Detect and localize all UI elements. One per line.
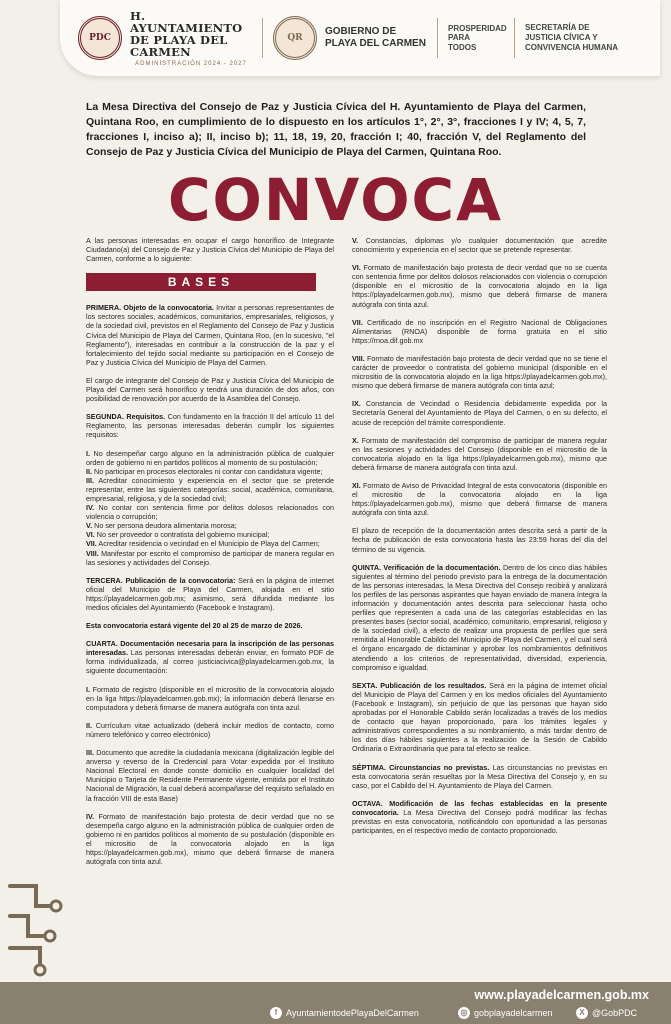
tercera-text: Será en la página de internet oficial del Municipio de Playa del Carmen, alojada en el sitio https://playadelcarmen.gob.mx; asimismo, será difundida mediante los medios oficiales del Ayuntamiento (Facebook e Instagram). <box>86 575 334 612</box>
divider <box>437 18 438 58</box>
left-column <box>86 236 334 866</box>
x-icon: X <box>576 1007 588 1019</box>
req-text: Acreditar residencia o vecindad en el Municipio de Playa del Carmen; <box>96 539 320 549</box>
cuarta-clause <box>86 639 334 675</box>
vigencia-text: Esta convocatoria estará vigente del 20 al 25 de marzo de 2026. <box>86 621 303 631</box>
document-item <box>86 685 334 712</box>
octava-clause <box>352 799 607 835</box>
cuarta-heading: CUARTA. Documentación necesaria para la inscripción de las personas interesadas. <box>86 639 334 658</box>
doc-number: V. <box>352 236 359 245</box>
facebook-link[interactable] <box>270 1007 419 1019</box>
requirements-list <box>86 449 334 567</box>
doc-text: Constancias, diplomas y/o cualquier documentación que acredite conocimiento y experiencia en el sector que se pretende representar. <box>352 236 607 255</box>
cargo-paragraph: El cargo de integrante del Consejo de Paz y Justicia Cívica del Municipio de Playa del Carmen será honorífico y tendrá una duración de dos años, con posibilidad de renovación por acuerdo de la Asamblea del Consejo. <box>86 375 334 404</box>
req-number: II. <box>86 466 92 476</box>
header <box>60 0 660 76</box>
segunda-heading: SEGUNDA. Requisitos. <box>86 412 166 422</box>
req-number: VIII. <box>86 548 99 558</box>
req-number: VII. <box>86 539 97 549</box>
req-text: No ser proveedor o contratista del gobierno municipal; <box>94 530 270 540</box>
doc-number: II. <box>86 720 92 730</box>
requirement-item <box>86 476 334 503</box>
ayuntamiento-seal <box>78 16 122 60</box>
quinta-heading: QUINTA. Verificación de la documentación. <box>352 562 501 572</box>
ayto-line2: DE PLAYA DEL CARMEN <box>130 32 228 59</box>
segunda-clause <box>86 412 334 439</box>
plazo-paragraph: El plazo de recepción de la documentación antes descrita será a partir de la fecha de publicación de esta convocatoria hasta las 23:59 horas del día del término de su vigencia. <box>352 526 607 554</box>
doc-number: I. <box>86 684 90 694</box>
sexta-text: Será en la página de internet oficial del Municipio de Playa del Carmen y en los medios oficiales del Ayuntamiento (Facebook e Instagram), sin perjuicio de que las personas que hayan sido aprobadas por el Honorable Cabildo serán localizadas a través de los medios de contacto que hayan proporcionado, para los trámites legales y administrativos correspondientes a su nombramiento, a más tardar dentro de los dos días hábiles siguientes a la realización de la Sesión de Cabildo Ordinaria o Extraordinaria que para tal efecto se realice. <box>352 680 607 754</box>
document-item <box>86 721 334 739</box>
gob-line1: GOBIERNO DE <box>325 26 397 37</box>
doc-number: VI. <box>352 263 361 273</box>
doc-text: Formato de manifestación bajo protesta de decir verdad que no se desempeña cargo alguno en la administración pública de cualquier orden de gobierno ni en partidos políticos al momento de su postulación (disponible en el micrositio de la convocatoria alojado en la liga https://playadelcarmen.gob.mx), mismo que deberá firmarse de manera autógrafa con tinta azul. <box>86 811 334 867</box>
sexta-heading: SEXTA. Publicación de los resultados. <box>352 680 487 690</box>
tercera-heading: TERCERA. Publicación de la convocatoria: <box>86 575 236 585</box>
bases-banner: BASES <box>86 273 316 291</box>
x-handle: @GobPDC <box>592 1008 638 1018</box>
doc-text: Constancia de Vecindad o Residencia debidamente expedida por la Secretaría General del Ayuntamiento de Playa del Carmen, o en su defecto, el acuse de recepción del trámite correspondiente. <box>352 399 607 427</box>
gobierno-name <box>325 26 427 50</box>
state-seal <box>273 16 317 60</box>
doc-number: VII. <box>352 317 363 327</box>
document-item <box>352 354 607 390</box>
req-number: I. <box>86 448 90 458</box>
septima-clause <box>352 763 607 790</box>
doc-text: Certificado de no inscripción en el Registro Nacional de Obligaciones Alimentarias (RNOA) disponible de forma gratuita en el sitio https://rnoa.dif.gob.mx <box>352 317 607 345</box>
pros-line1: PROSPERIDAD <box>448 23 507 33</box>
req-text: No contar con sentencia firme por delitos dolosos relacionados con violencia o corrupción; <box>86 503 334 522</box>
right-column <box>352 236 607 835</box>
requirement-item <box>86 521 334 530</box>
tercera-clause <box>86 576 334 612</box>
cuarta-text: Las personas interesadas deberán enviar, en formato PDF de forma individualizada, al correo justiciacivica@playadelcarmen.gob.mx, la siguiente documentación: <box>86 648 334 676</box>
document-item <box>352 236 607 254</box>
septima-heading: SÉPTIMA. Circunstancias no previstas. <box>352 762 490 772</box>
requirement-item <box>86 467 334 476</box>
prosperidad-slogan <box>448 23 507 53</box>
doc-number: IX. <box>352 399 361 409</box>
document-item <box>86 812 334 867</box>
doc-number: X. <box>352 435 359 445</box>
req-text: No desempeñar cargo alguno en la administración pública de cualquier orden de gobierno ni en partidos políticos al momento de su postulación; <box>86 448 334 467</box>
primera-clause <box>86 303 334 367</box>
req-number: III. <box>86 475 94 485</box>
req-text: Manifestar por escrito el compromiso de participar de manera regular en las sesiones y actividades del Consejo. <box>86 548 334 567</box>
sexta-clause <box>352 681 607 754</box>
document-item <box>352 399 607 426</box>
secretaria-name <box>525 23 645 53</box>
ayuntamiento-name <box>130 10 252 67</box>
divider <box>262 18 263 58</box>
document-item <box>352 481 607 517</box>
sec-line3: CONVIVENCIA HUMANA <box>525 43 619 52</box>
vigencia-notice <box>86 621 334 630</box>
doc-number: III. <box>86 748 94 758</box>
instagram-link[interactable] <box>458 1007 553 1019</box>
seal-label: PDC <box>89 33 111 43</box>
gob-line2: PLAYA DEL CARMEN <box>325 38 426 49</box>
req-number: VI. <box>86 530 95 540</box>
requirement-item <box>86 549 334 567</box>
document-item <box>86 748 334 803</box>
segunda-text: Con fundamento en la fracción II del artículo 11 del Reglamento, las personas interesadas deberán cumplir los siguientes requisitos: <box>86 412 334 440</box>
doc-text: Documento que acredite la ciudadanía mexicana (digitalización legible del anverso y reverso de la Credencial para Votar expedida por el Instituto Nacional Electoral en donde conste domicilio en cualquier localidad del Municipio o Tarjeta de Residente Permanente vigente, emitida por el Instituto Nacional de Migración, la cual deberá acompañarse del requisito señalado en la fracción VIII de esta Base) <box>86 748 334 803</box>
pros-line2: PARA <box>448 33 471 43</box>
document-item <box>352 318 607 345</box>
req-number: V. <box>86 521 93 531</box>
quinta-text: Dentro de los cinco días hábiles siguientes al término del periodo previsto para la entrega de la documentación de las personas interesadas, la Mesa Directiva del Consejo recibirá y analizará los perfiles de las personas aspirantes que hayan enviado de manera íntegra la información y documentación antes descrita para seleccionar hasta ocho perfiles que representen a cada una de las categorías establecidas en las presentes bases (sector social, académico, comunitario, empresarial, religioso y de la sociedad civil), a efecto de realizar una propuesta de perfiles que será remitida al Honorable Cabildo del Municipio de Playa del Carmen, y el cual será el órgano encargado de dictaminar y aprobar los nombramientos definitivos atendiendo a los criterios de representatividad, diversidad, experiencia, compromiso e igualdad. <box>352 562 607 672</box>
req-text: No ser persona deudora alimentaria morosa; <box>92 521 237 531</box>
doc-text: Formato de manifestación bajo protesta de decir verdad que no se tiene el carácter de proveedor o contratista del gobierno municipal (disponible en el micrositio de la convocatoria alojado en la liga https://playadelcarmen.gob.mx), mismo que deberá firmarse de manera autógrafa con tinta azul; <box>352 353 607 391</box>
doc-text: Currículum vitae actualizado (deberá incluir medios de contacto, como número telefónico y correo electrónico) <box>86 720 334 739</box>
requirement-item <box>86 530 334 539</box>
quinta-clause <box>352 563 607 672</box>
sec-line2: JUSTICIA CÍVICA Y <box>525 33 598 42</box>
footer <box>0 982 671 1024</box>
sec-line1: SECRETARÍA DE <box>525 23 590 32</box>
primera-text: Invitar a personas representantes de los sectores sociales, académicos, comunitarios, empresariales, religiosos, y de la sociedad civil, previstos en el Reglamento del Consejo de Paz y Justicia Cívica del Municipio de Playa del Carmen, Quintana Roo, (en lo sucesivo, "el Reglamento"), interesadas en contribuir a la construcción de la paz y el fortalecimiento del tejido social mediante su participación en el Consejo de Paz y Justicia Cívica del Municipio de Playa del Carmen. <box>86 303 334 367</box>
lead-paragraph: A las personas interesadas en ocupar el cargo honorífico de Integrante Ciudadano(a) del Consejo de Paz y Justicia Cívica del Municipio de Playa del Carmen, conforme a lo siguiente: <box>86 236 334 264</box>
document-item <box>352 263 607 308</box>
facebook-icon: f <box>270 1007 282 1019</box>
document-item <box>352 436 607 472</box>
divider <box>514 18 515 58</box>
req-number: IV. <box>86 503 95 513</box>
doc-number: VIII. <box>352 353 365 363</box>
intro-paragraph: La Mesa Directiva del Consejo de Paz y Justicia Cívica del H. Ayuntamiento de Playa del Carmen, Quintana Roo, en cumplimiento de lo dispuesto en los artículos 1°, 2°, 3°, fracciones I y IV; 4, 5, 7, fracciones I, inciso a); II, inciso b); 11, 18, 19, 20, fracción I; 40, fracción V, del Reglamento del Consejo de Paz y Justicia Cívica del Municipio de Playa del Carmen, Quintana Roo. <box>86 101 586 158</box>
website-link[interactable]: www.playadelcarmen.gob.mx <box>474 988 649 1002</box>
ayto-admin: ADMINISTRACIÓN 2024 - 2027 <box>135 60 247 67</box>
pros-line3: TODOS <box>448 42 477 52</box>
doc-number: IV. <box>86 811 95 821</box>
requirement-item <box>86 539 334 548</box>
instagram-icon: ◎ <box>458 1007 470 1019</box>
x-link[interactable] <box>576 1007 637 1019</box>
seal2-label: QR <box>287 33 303 43</box>
facebook-handle: AyuntamientodePlayaDelCarmen <box>286 1008 419 1018</box>
ayto-line1: H. AYUNTAMIENTO <box>130 8 243 35</box>
requirement-item <box>86 449 334 467</box>
doc-text: Formato de Aviso de Privacidad Integral de esta convocatoria (disponible en el micrositio de la convocatoria alojado en la liga https://playadelcarmen.gob.mx), mismo que deberá firmarse de manera autógrafa con tinta azul. <box>352 480 607 518</box>
requirement-item <box>86 503 334 521</box>
doc-text: Formato de registro (disponible en el micrositio de la convocatoria alojado en la liga https://playadelcarmen.gob.mx); la información deberá llenarse en computadora y deberá firmarse de manera autógrafa con tinta azul. <box>86 684 334 712</box>
circuit-decoration <box>6 866 64 986</box>
instagram-handle: gobplayadelcarmen <box>474 1008 553 1018</box>
doc-text: Formato de manifestación bajo protesta de decir verdad que no se cuenta con sentencia firme por delitos dolosos relacionados con violencia o corrupción (disponible en el micrositio de la convocatoria alojado en la liga https://playadelcarmen.gob.mx), mismo que deberá firmarse de manera autógrafa con tinta azul. <box>352 263 607 309</box>
primera-heading: PRIMERA. Objeto de la convocatoria. <box>86 303 214 313</box>
page-title: CONVOCA <box>167 166 504 234</box>
doc-number: XI. <box>352 480 361 490</box>
octava-text: La Mesa Directiva del Consejo podrá modificar las fechas previstas en esta convocatoria, notificándolo con oportunidad a las personas participantes, en el respectivo medio de contacto proporcionado. <box>352 807 607 836</box>
doc-text: Formato de manifestación del compromiso de participar de manera regular en las sesiones y actividades del Consejo (disponible en el micrositio de la convocatoria alojado en la liga https://playadelcarmen.gob.mx), mismo que deberá firmarse de manera autógrafa con tinta azul. <box>352 435 607 472</box>
req-text: Acreditar conocimiento y experiencia en el sector que se pretende representar, entre las siguientes categorías: social, académica, comunitaria, empresarial, religiosa, y de la sociedad civil; <box>86 475 334 503</box>
septima-text: Las circunstancias no previstas en esta convocatoria serán resueltas por la Mesa Directiva del Consejo y, en su caso, por el Cabildo del H. Ayuntamiento de Playa del Carmen. <box>352 762 607 790</box>
octava-heading: OCTAVA. Modificación de las fechas establecidas en la presente convocatoria. <box>352 798 607 817</box>
req-text: No participar en procesos electorales ni contar con candidatura vigente; <box>92 466 323 476</box>
